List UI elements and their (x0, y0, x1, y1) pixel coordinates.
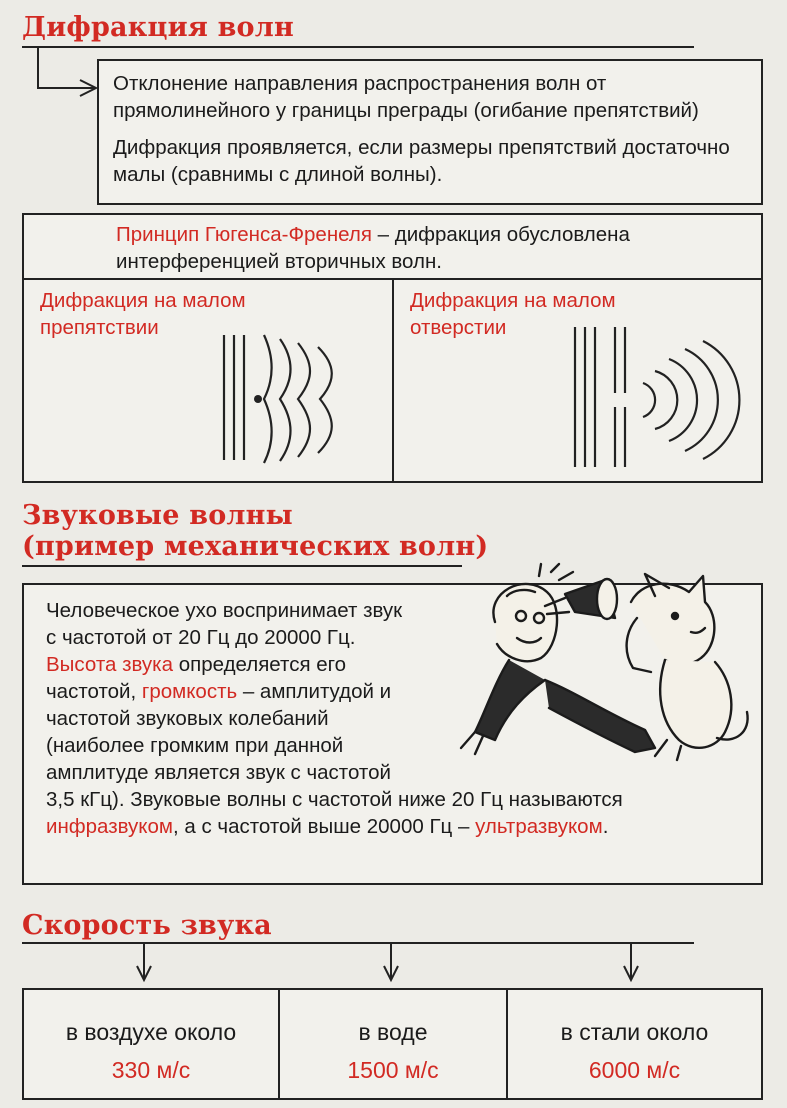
arrow-down-icon (384, 942, 398, 980)
infra-text: , а с частотой выше 20000 Гц – (173, 815, 476, 838)
sound-title-line2: (пример механических волн) (22, 531, 489, 562)
diffraction-condition: Дифракция проявляется, если размеры препятствий достаточно малы (сравнимы с длиной волны). (113, 136, 730, 186)
obstacle-label: Дифракция на малом препятствии (40, 289, 246, 339)
end-text: . (602, 815, 609, 838)
sound-intro: Человеческое ухо воспринимает звук с частотой от 20 Гц до 20000 Гц. (46, 599, 403, 649)
aperture-diffraction-diagram (569, 327, 739, 477)
speed-cell-air (24, 990, 278, 1098)
diffraction-title-rule (22, 46, 694, 48)
pitch-text: определяется его частотой, (46, 653, 347, 703)
speed-label-water: в воде (358, 1019, 428, 1045)
speed-arrows (0, 942, 787, 992)
loudness-text: – амплитудой и частотой звуковых колебаний (наиболее громким при данной амплитуде является звук с частотой 3,5 кГц). Звуковые волны с частотой ниже 20 Гц называются (46, 680, 623, 811)
principle-description: – дифракция обусловлена интерференцией вторичных волн. (116, 223, 630, 273)
speed-table (22, 988, 763, 1100)
speed-cell-water (280, 990, 506, 1098)
diagram-divider (392, 278, 394, 483)
cartoon-illustration (455, 562, 755, 762)
diffraction-definition-box (97, 59, 763, 205)
arrow-down-icon (624, 942, 638, 980)
speed-title: Скорость звука (22, 910, 272, 941)
obstacle-diffraction-diagram (220, 335, 350, 465)
principle-text (116, 221, 716, 275)
aperture-label: Дифракция на малом отверстии (410, 289, 616, 339)
diffraction-title: Дифракция волн (22, 12, 294, 43)
speed-label-steel: в стали около (560, 1019, 709, 1045)
speed-label-air: в воздухе около (65, 1019, 237, 1045)
speed-value-water: 1500 м/с (347, 1057, 439, 1083)
sound-title-rule (22, 565, 462, 567)
diffraction-definition: Отклонение направления распространения волн от прямолинейного у границы преграды (огибание препятствий) (113, 72, 699, 122)
pitch-term: Высота звука (46, 653, 174, 676)
obstacle-point (254, 395, 262, 403)
speed-cell-steel (508, 990, 761, 1098)
speed-value-air: 330 м/с (111, 1057, 191, 1083)
ultra-term: ультразвуком (475, 815, 603, 838)
infra-term: инфразвуком (46, 815, 173, 838)
loudness-term: громкость (141, 680, 238, 703)
speed-value-steel: 6000 м/с (588, 1057, 681, 1083)
arrow-right-icon (30, 46, 100, 106)
sound-title-line1: Звуковые волны (22, 500, 293, 531)
arrow-down-icon (137, 942, 151, 980)
diffraction-principle-box (22, 213, 763, 483)
principle-name: Принцип Гюгенса-Френеля (116, 223, 372, 246)
